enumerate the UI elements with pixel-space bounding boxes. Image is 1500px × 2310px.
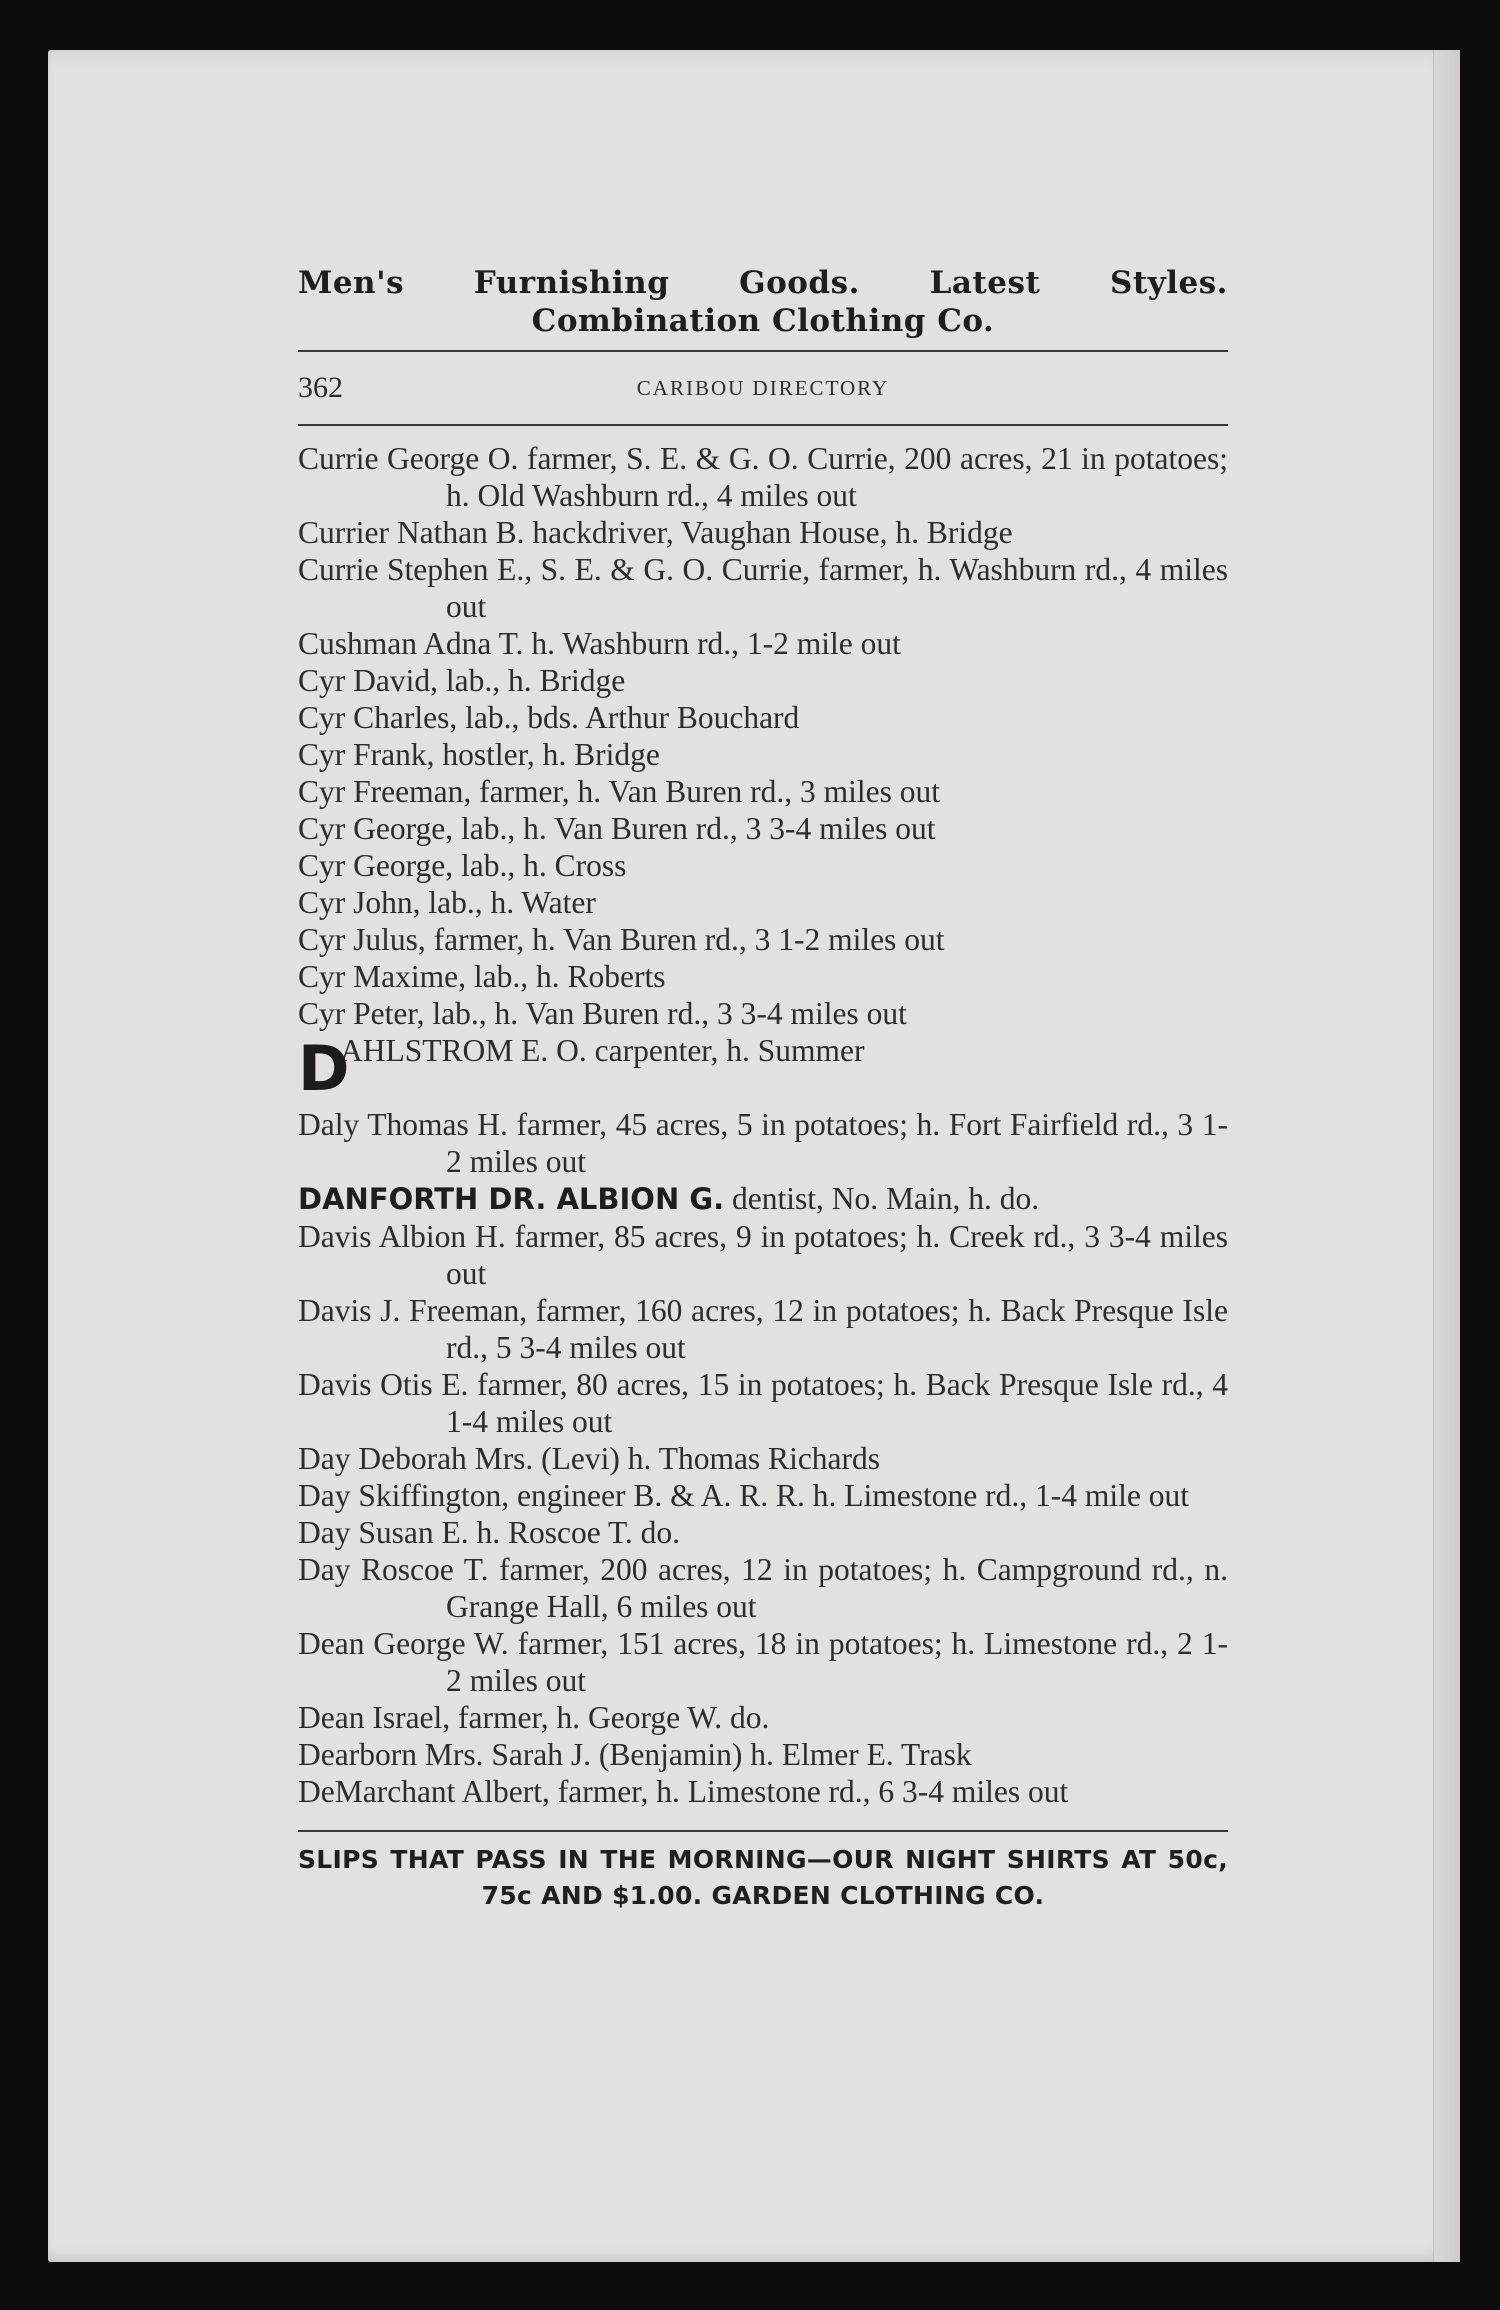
bottom-divider: [298, 1830, 1228, 1832]
header-ad-line-1: [298, 264, 1228, 302]
header-ad-word: Men's: [298, 265, 405, 301]
directory-entry: [298, 921, 1228, 958]
entry-text: Cyr Charles, lab., bds. Arthur Bouchard: [298, 700, 800, 735]
entry-text: Currie Stephen E., S. E. & G. O. Currie, farmer, h. Washburn rd., 4 miles out: [298, 552, 1228, 624]
entry-text: Day Susan E. h. Roscoe T. do.: [298, 1515, 681, 1550]
entry-text: Davis J. Freeman, farmer, 160 acres, 12 in potatoes; h. Back Presque Isle rd., 5 3-4 miles out: [298, 1293, 1228, 1365]
directory-entry: [298, 1625, 1228, 1699]
header-advertisement: [298, 264, 1228, 340]
page-number: 362: [298, 371, 343, 404]
page-edge: [1433, 50, 1460, 2262]
entry-text: Davis Albion H. farmer, 85 acres, 9 in potatoes; h. Creek rd., 3 3-4 miles out: [298, 1219, 1228, 1291]
header-ad-line-2: Combination Clothing Co.: [531, 303, 995, 339]
entry-text: Cyr David, lab., h. Bridge: [298, 663, 626, 698]
directory-entry: [298, 1366, 1228, 1440]
directory-entry: [298, 1773, 1228, 1810]
directory-entry: [298, 1440, 1228, 1477]
header-ad-word: Goods.: [739, 265, 860, 301]
entry-text: Dean Israel, farmer, h. George W. do.: [298, 1700, 770, 1735]
directory-entry: [298, 1032, 1228, 1106]
directory-entry: [298, 1551, 1228, 1625]
entry-text: Davis Otis E. farmer, 80 acres, 15 in potatoes; h. Back Presque Isle rd., 4 1-4 miles out: [298, 1367, 1228, 1439]
directory-entry: [298, 773, 1228, 810]
entry-text: Currie George O. farmer, S. E. & G. O. Currie, 200 acres, 21 in potatoes; h. Old Washburn rd., 4 miles out: [298, 441, 1228, 513]
entry-text: Day Deborah Mrs. (Levi) h. Thomas Richards: [298, 1441, 881, 1476]
directory-entry: [298, 1180, 1228, 1218]
directory-page: [48, 50, 1460, 2262]
running-title: CARIBOU DIRECTORY: [636, 375, 890, 400]
directory-entry: [298, 1218, 1228, 1292]
entry-bold-name: DANFORTH DR. ALBION G.: [298, 1182, 725, 1216]
entry-text: Cyr George, lab., h. Cross: [298, 848, 627, 883]
running-header: [298, 352, 1228, 424]
directory-entry: [298, 1292, 1228, 1366]
directory-entry: [298, 736, 1228, 773]
entry-text: Cyr Peter, lab., h. Van Buren rd., 3 3-4 miles out: [298, 996, 907, 1031]
header-ad-word: Styles.: [1110, 265, 1228, 301]
entry-text: Dearborn Mrs. Sarah J. (Benjamin) h. Elmer E. Trask: [298, 1737, 972, 1772]
directory-entry: [298, 440, 1228, 514]
entry-text: Cyr Freeman, farmer, h. Van Buren rd., 3 miles out: [298, 774, 941, 809]
directory-entry: [298, 699, 1228, 736]
entry-text: Daly Thomas H. farmer, 45 acres, 5 in potatoes; h. Fort Fairfield rd., 3 1-2 miles out: [298, 1107, 1228, 1179]
directory-entry: [298, 995, 1228, 1032]
footer-ad-line-2: 75c AND $1.00. GARDEN CLOTHING CO.: [481, 1881, 1045, 1910]
page-content: [298, 264, 1228, 1914]
directory-entry: [298, 884, 1228, 921]
entry-text: Cyr John, lab., h. Water: [298, 885, 596, 920]
footer-ad-line-1: SLIPS THAT PASS IN THE MORNING—OUR NIGHT SHIRTS AT 50c,: [298, 1845, 1228, 1874]
entry-text: Cyr Maxime, lab., h. Roberts: [298, 959, 666, 994]
entry-text: DeMarchant Albert, farmer, h. Limestone rd., 6 3-4 miles out: [298, 1774, 1069, 1809]
header-divider: [298, 424, 1228, 426]
footer-advertisement: [298, 1842, 1228, 1914]
directory-entry: [298, 625, 1228, 662]
entry-text: AHLSTROM E. O. carpenter, h. Summer: [340, 1033, 865, 1068]
entry-text: Cyr George, lab., h. Van Buren rd., 3 3-4 miles out: [298, 811, 936, 846]
entry-text: Cushman Adna T. h. Washburn rd., 1-2 mile out: [298, 626, 901, 661]
entry-text: dentist, No. Main, h. do.: [724, 1181, 1040, 1216]
directory-entries: [298, 440, 1228, 1810]
directory-entry: [298, 514, 1228, 551]
directory-entry: [298, 551, 1228, 625]
directory-entry: [298, 958, 1228, 995]
entry-text: Cyr Julus, farmer, h. Van Buren rd., 3 1-2 miles out: [298, 922, 945, 957]
directory-entry: [298, 1514, 1228, 1551]
directory-entry: [298, 810, 1228, 847]
directory-entry: [298, 847, 1228, 884]
drop-cap-letter: D: [298, 1032, 350, 1105]
entry-text: Day Roscoe T. farmer, 200 acres, 12 in potatoes; h. Campground rd., n. Grange Hall, 6 miles out: [298, 1552, 1228, 1624]
entry-text: Dean George W. farmer, 151 acres, 18 in potatoes; h. Limestone rd., 2 1-2 miles out: [298, 1626, 1228, 1698]
header-ad-word: Furnishing: [473, 265, 670, 301]
entry-text: Cyr Frank, hostler, h. Bridge: [298, 737, 660, 772]
directory-entry: [298, 1106, 1228, 1180]
directory-entry: [298, 1736, 1228, 1773]
entry-text: Day Skiffington, engineer B. & A. R. R. h. Limestone rd., 1-4 mile out: [298, 1478, 1189, 1513]
directory-entry: [298, 662, 1228, 699]
header-ad-word: Latest: [929, 265, 1041, 301]
directory-entry: [298, 1477, 1228, 1514]
entry-text: Currier Nathan B. hackdriver, Vaughan House, h. Bridge: [298, 515, 1013, 550]
directory-entry: [298, 1699, 1228, 1736]
